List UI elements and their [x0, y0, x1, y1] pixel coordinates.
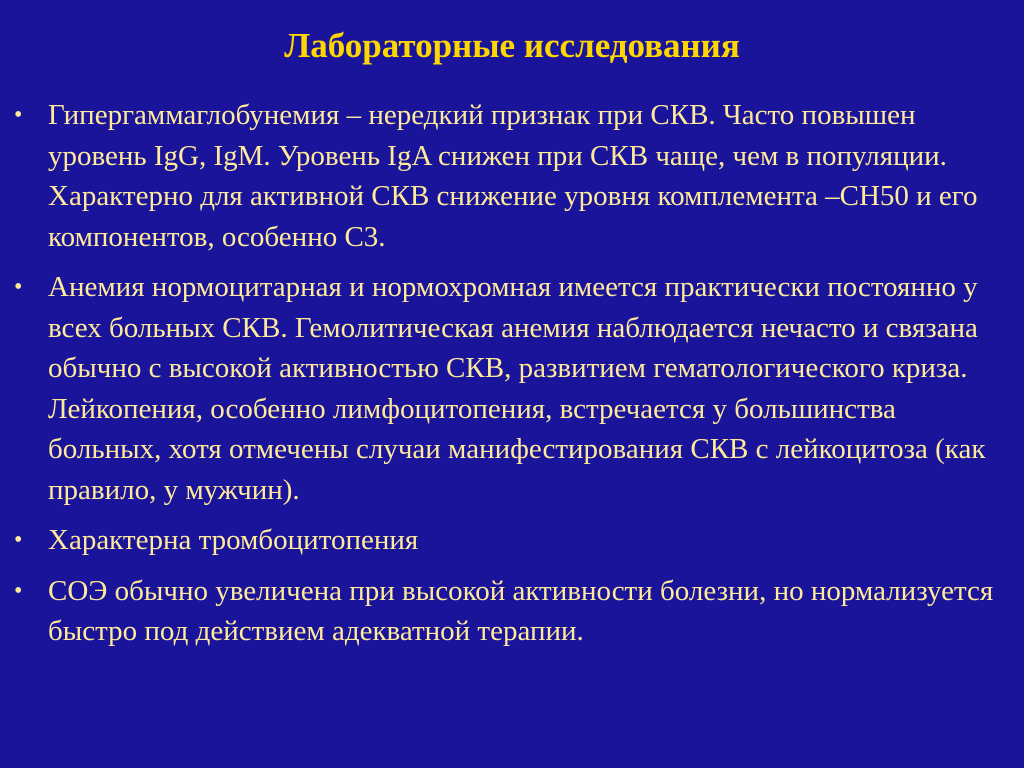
bullet-icon: •	[14, 274, 23, 300]
bullet-text: Характерна тромбоцитопения	[48, 524, 419, 556]
bullet-item-1	[0, 95, 1024, 257]
bullet-item-2	[0, 267, 1024, 510]
bullet-list	[0, 95, 1024, 662]
bullet-icon: •	[14, 102, 23, 128]
bullet-item-3	[0, 520, 1024, 561]
bullet-text: СОЭ обычно увеличена при высокой активности болезни, но нормализуется быстро под действием адекватной терапии.	[48, 574, 994, 647]
slide-title: Лабораторные исследования	[284, 26, 740, 65]
bullet-text: Анемия нормоцитарная и нормохромная имеется практически постоянно у всех больных СКВ. Гемолитическая анемия наблюдается нечасто и связана обычно с высокой активностью СКВ, развитием гематологического криза. Лейкопения, особенно лимфоцитопения, встречается у большинства больных, хотя отмечены случаи манифестирования СКВ с лейкоцитоза (как правило, у мужчин).	[48, 271, 986, 506]
bullet-icon: •	[14, 527, 23, 553]
bullet-text: Гипергаммаглобунемия – нередкий признак при СКВ. Часто повышен уровень IgG, IgM. Уровень IgA снижен при СКВ чаще, чем в популяции. Характерно для активной СКВ снижение уровня комплемента –CH50 и его компонентов, особенно С3.	[48, 99, 978, 253]
bullet-icon: •	[14, 577, 23, 604]
bullet-item-4	[0, 571, 1024, 652]
